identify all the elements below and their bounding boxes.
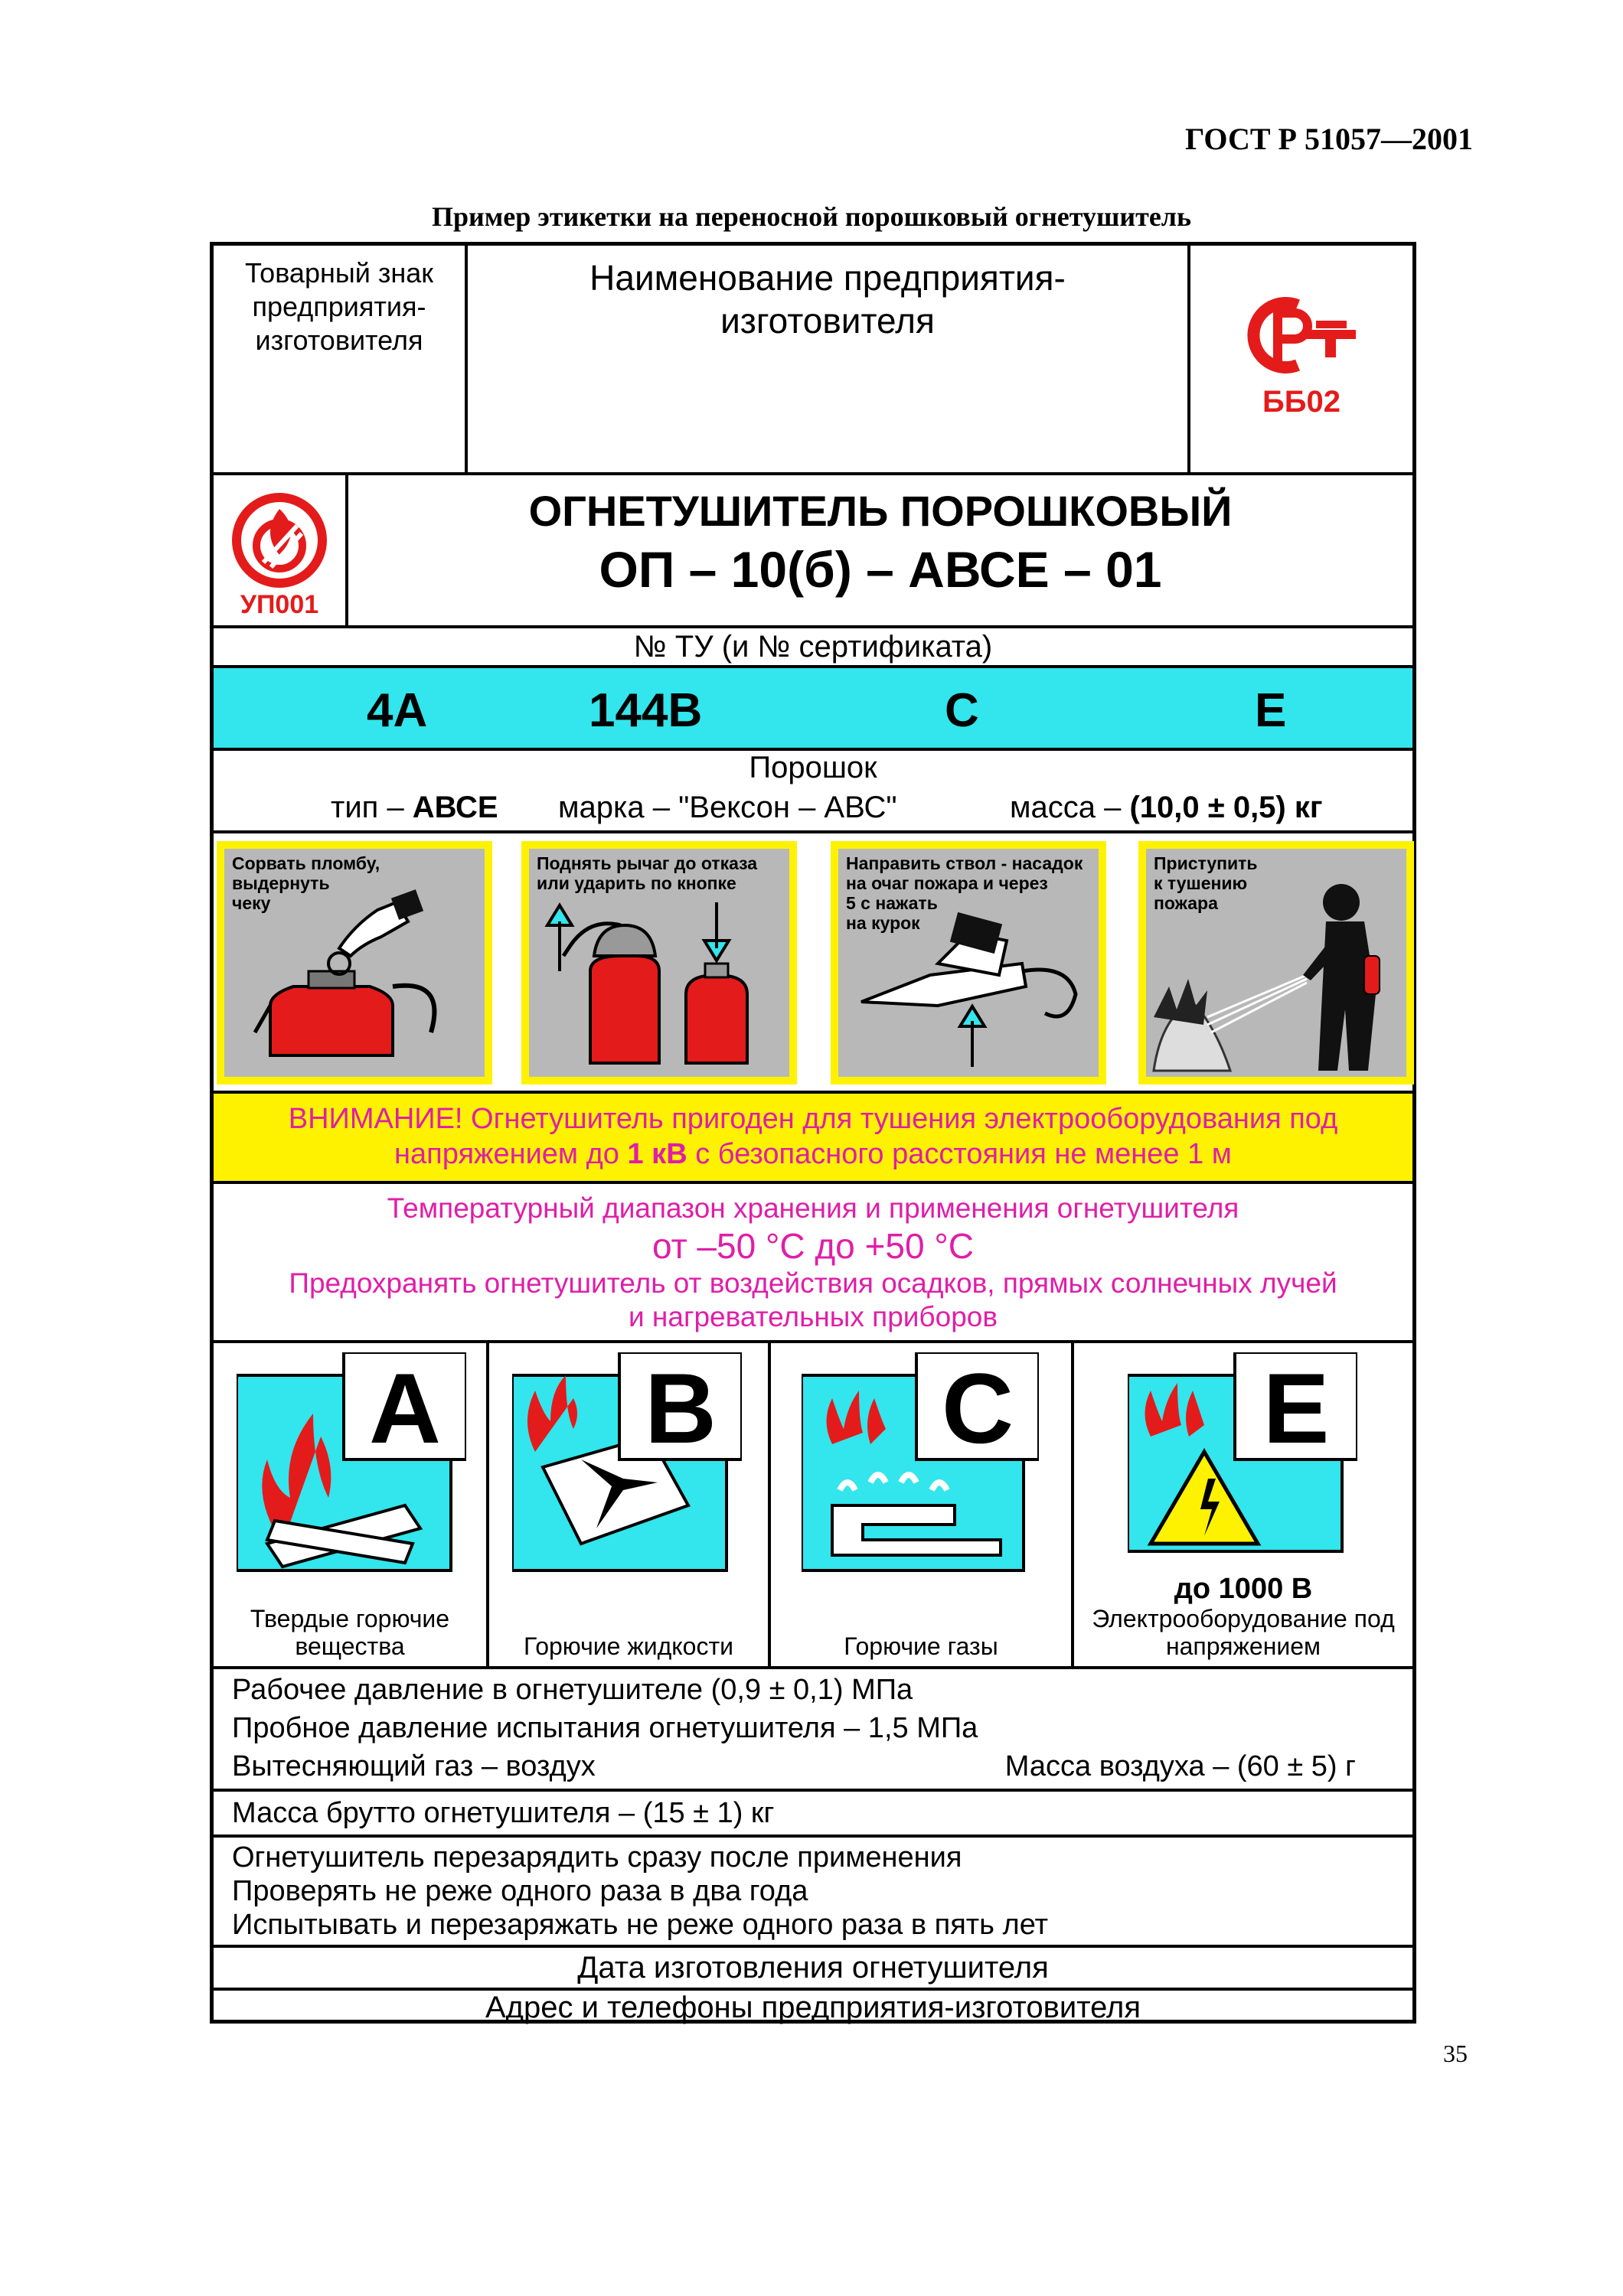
fire-class-c-label-line: Горючие газы [844,1632,998,1660]
class-a-letter: A [369,1352,441,1464]
maker-address: Адрес и телефоны предприятия-изготовителя [485,1991,1141,2024]
storage-line-1: Температурный диапазон хранения и применения огнетушителя [387,1192,1239,1224]
page-number: 35 [1443,2040,1468,2067]
certification-code: ББ02 [1262,385,1341,419]
storage-line-3: Предохранять огнетушитель от воздействия осадков, прямых солнечных лучей [289,1267,1337,1299]
gas-line [232,1747,1394,1786]
trademark-line: изготовителя [255,325,423,356]
instruction-step-4-text: Приступить к тушению пожара [1154,853,1258,913]
powder-heading: Порошок [749,751,877,784]
storage-line-4: и нагревательных приборов [628,1301,998,1332]
class-c-letter: C [942,1352,1014,1464]
extinguisher-label [210,242,1416,2024]
fire-class-a-label [214,1605,486,1660]
product-title-cell [348,475,1412,625]
propellant-gas: Вытесняющий газ – воздух [232,1750,596,1782]
temperature-range: от –50 °С до +50 °С [652,1226,974,1266]
product-model: ОП – 10(б) – АВСЕ – 01 [599,541,1162,598]
fire-class-b [489,1343,771,1666]
trademark-line: предприятия- [252,291,426,322]
label-header-row [214,246,1412,475]
powder-mass-value: (10,0 ± 0,5) кг [1129,791,1323,824]
fire-class-c [771,1343,1074,1666]
maintenance-line: Проверять не реже одного раза в два года [232,1875,808,1907]
maker-name-line: изготовителя [720,301,935,341]
rating-a: 4А [367,684,428,737]
trademark-cell [214,246,468,472]
maintenance-row [214,1838,1412,1948]
maker-name-cell [468,246,1190,472]
maker-name-line: Наименование предприятия- [589,258,1066,298]
powder-type-label: тип – [331,791,413,824]
fire-class-e-label-line: напряжением [1165,1632,1321,1660]
solid-fuel-class-a-icon [237,1352,466,1574]
working-pressure: Рабочее давление в огнетушителе (0,9 ± 0,1) МПа [232,1674,913,1706]
powder-mass [1010,791,1323,825]
instruction-step-1-text: Сорвать пломбу, выдернуть чеку [232,853,380,913]
test-pressure: Пробное давление испытания огнетушителя – 1,5 МПа [232,1712,978,1744]
label-title-row [214,475,1412,628]
warning-line-2c: с безопасного расстояния не менее 1 м [687,1138,1232,1170]
instruction-step-2 [521,841,797,1084]
instruction-step-2-text: Поднять рычаг до отказа или ударить по кнопке [537,853,758,893]
maintenance-line: Испытывать и перезаряжать не реже одного раза в пять лет [232,1909,1048,1941]
powder-type-value: АВСЕ [412,791,498,824]
warning-voltage: 1 кВ [627,1138,687,1170]
powder-row [214,751,1412,833]
class-e-letter: E [1262,1352,1330,1464]
certification-cell [1190,246,1412,472]
fire-class-e-label-line: Электрооборудование под [1092,1605,1395,1632]
specs-row [214,1669,1412,1792]
warning-row [214,1094,1412,1184]
product-title: ОГНЕТУШИТЕЛЬ ПОРОШКОВЫЙ [528,487,1233,535]
fire-safety-cell [214,475,348,625]
rst-certification-icon [1244,290,1359,380]
fire-class-a [214,1343,489,1666]
manufacture-date-row [214,1948,1412,1991]
powder-mass-label: масса – [1010,791,1130,824]
rating-b: 144В [589,684,703,737]
fire-class-b-label-line: Горючие жидкости [524,1632,733,1660]
warning-line-2 [214,1137,1412,1172]
flammable-gas-class-c-icon [802,1352,1039,1574]
trademark-line: Товарный знак [245,257,433,289]
electrical-class-e-icon [1128,1352,1357,1574]
air-mass: Масса воздуха – (60 ± 5) г [1004,1750,1356,1782]
fire-class-b-label [489,1632,768,1660]
ratings-row [214,668,1412,751]
fire-class-a-label-line: вещества [295,1632,405,1660]
fire-class-e-label [1074,1573,1412,1660]
flammable-liquid-class-b-icon [512,1352,742,1574]
warning-line-1: ВНИМАНИЕ! Огнетушитель пригоден для тушения электрооборудования под [288,1103,1338,1135]
fire-class-c-label [771,1632,1071,1660]
fire-class-a-label-line: Твердые горючие [250,1605,450,1632]
fire-class-e [1074,1343,1412,1666]
fire-class-e-voltage: до 1000 В [1174,1573,1313,1605]
rating-e: Е [1255,684,1287,737]
powder-brand: марка – "Вексон – АВС" [558,791,897,824]
storage-row [214,1184,1412,1343]
instruction-step-1 [217,841,492,1084]
gross-mass-row [214,1792,1412,1838]
instruction-step-3-text: Направить ствол - насадок на очаг пожара и через 5 с нажать на курок [846,853,1083,933]
instruction-step-3 [831,841,1106,1084]
tu-number: № ТУ (и № сертификата) [633,629,993,664]
class-b-letter: B [645,1352,717,1464]
gross-mass: Масса брутто огнетушителя – (15 ± 1) кг [232,1796,775,1829]
rating-c: С [945,684,979,737]
instruction-step-4 [1138,841,1414,1084]
maintenance-line: Огнетушитель перезарядить сразу после применения [232,1841,962,1874]
fire-classes-row [214,1343,1412,1669]
fire-safety-mark-icon [231,492,328,589]
instructions-row [214,833,1412,1094]
page-caption: Пример этикетки на переносной порошковый огнетушитель [431,201,1192,232]
address-row [214,1991,1412,2025]
standard-number: ГОСТ Р 51057—2001 [1184,122,1473,156]
fire-safety-code: УП001 [240,590,319,619]
manufacture-date: Дата изготовления огнетушителя [577,1950,1049,1985]
powder-type [331,791,498,825]
warning-line-2a: напряжением до [394,1138,628,1170]
tu-row [214,628,1412,668]
